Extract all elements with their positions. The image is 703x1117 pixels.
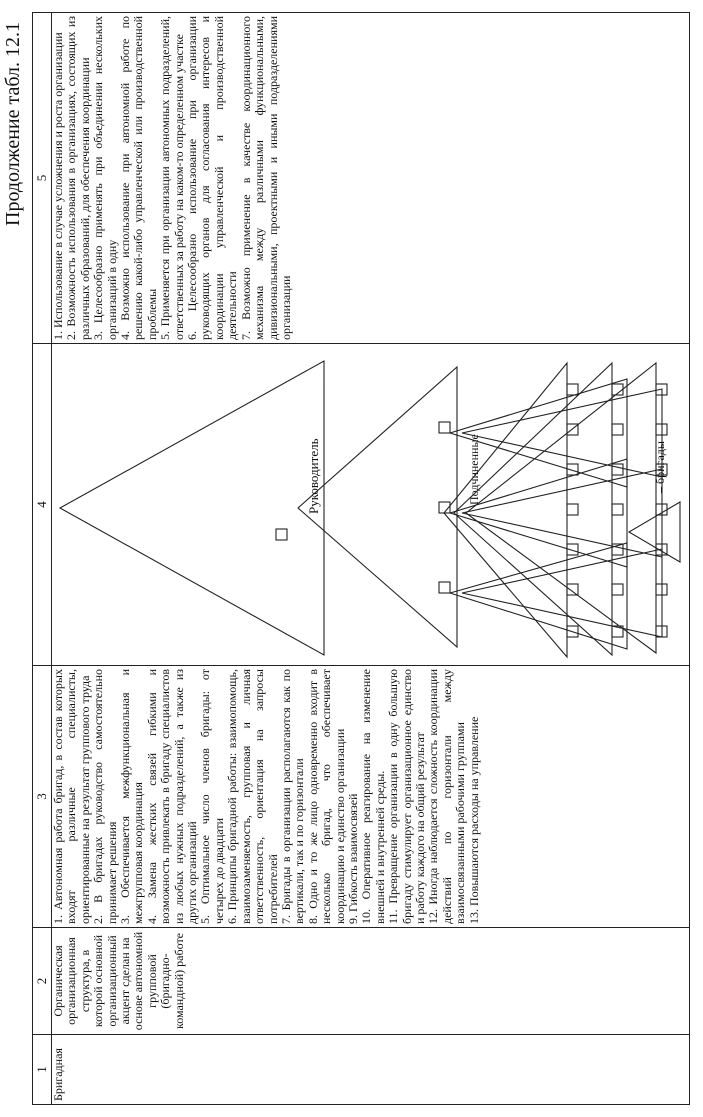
team-triangle [462, 469, 662, 557]
application-item: 1. Использование в случае усложнения и роста организации [51, 32, 65, 340]
team-structure-diagram [52, 343, 691, 665]
header-cell: 2 [33, 928, 52, 1035]
structure-table [32, 12, 690, 1105]
team-triangle [462, 389, 662, 477]
feature-item: 1. Автономная работа бригад, в состав которых входят различные специалисты, ориентированные на результат группового труда [51, 669, 92, 924]
diagram-cell [52, 344, 690, 666]
application-item: 4. Возможно использование при автономной работе по решению какой-либо управленческой или производственной проблемы [118, 16, 159, 340]
feature-item: 2. В бригадах руководство самостоятельно принимает решения [91, 669, 119, 924]
definition-text: Органическая организационная структура, в которой основной организационный акцент сделан на основе автономной групповой (бригадно-командной) работе [51, 931, 186, 1031]
header-cell: 3 [33, 666, 52, 928]
feature-item: 13. Повышаются расходы на управление [466, 716, 481, 924]
leader-label: Руководитель [306, 438, 321, 514]
legend-triangle [629, 502, 680, 562]
header-cell: 5 [33, 13, 52, 344]
application-cell [52, 13, 690, 344]
application-item: 3. Целесообразно применять при объединении нескольких организаций в одну [91, 16, 119, 340]
feature-item: 12. Иногда наблюдается сложность координации действий по горизонтали между взаимосвязанными рабочими группами [426, 669, 468, 924]
legend-label: – бригады [653, 441, 667, 493]
subordinate-box [439, 582, 450, 593]
features-cell [52, 666, 690, 928]
application-item: 2. Возможность использования в организациях, состоящих из различных образований, для обеспечения координации [64, 16, 92, 340]
member-box [612, 584, 623, 595]
member-box [612, 424, 623, 435]
table-row [52, 13, 690, 1105]
feature-item: 10. Оперативное реагирование на изменение внешней и внутренней среды. [359, 669, 387, 924]
member-box [567, 504, 578, 515]
leader-box [276, 529, 287, 540]
header-cell: 1 [33, 1035, 52, 1105]
team-triangle [444, 363, 567, 657]
subordinate-triangle [298, 367, 457, 647]
leader-triangle [60, 361, 324, 655]
header-cell: 4 [33, 344, 52, 666]
member-box [567, 384, 578, 395]
feature-item: 3. Обеспечивается межфункциональная и межгрупповая координация [118, 669, 146, 924]
feature-item: 8. Одно и то же лицо одновременно входит в несколько бригад, что обеспечивает координацию и единство организации [305, 669, 347, 924]
member-box [612, 464, 623, 475]
definition-cell [52, 928, 690, 1035]
application-item: 6. Целесообразно использование при организации руководящих органов для согласования интересов и координации управленческой и производственной деятельности [185, 16, 240, 340]
feature-item: 5. Оптимальное число членов бригады: от четырех до двадцати [198, 669, 226, 924]
feature-item: 4. Замена жестких связей гибкими и возможность привлекать в бригаду специалистов из любых нужных подразделений, а также из других организаций [144, 669, 200, 924]
feature-item: 9. Гибкость взаимосвязей [345, 793, 360, 924]
header-row [33, 13, 52, 1105]
structure-type-cell [52, 1035, 690, 1105]
structure-type: Бригадная [51, 1048, 65, 1101]
member-box [612, 504, 623, 515]
feature-item: 6. Принципы бригадной работы: взаимопомощь, взаимозаменяемость, групповая и личная ответственность, ориентация на запросы потребителей [225, 669, 280, 924]
subordinates-label: Подчиненные [467, 434, 481, 505]
feature-item: 11. Превращение организации в одну большую бригаду стимулирует организационное единство и работу каждого на общий результат [386, 669, 427, 924]
subordinate-box [439, 422, 450, 433]
feature-item: 7. Бригады в организации располагаются как по вертикали, так и по горизонтали [278, 669, 307, 924]
team-triangle [462, 549, 662, 637]
member-box [567, 584, 578, 595]
table-caption: Продолжение табл. 12.1 [2, 22, 24, 226]
application-item: 5. Применяется при организации автономных подразделений, ответственных за работу на каком-то определенном участке [158, 16, 186, 340]
application-item: 7. Возможно применение в качестве координационного механизма между различными функциональными, дивизиональными, проектными и иными подразделениями организации [238, 16, 293, 340]
